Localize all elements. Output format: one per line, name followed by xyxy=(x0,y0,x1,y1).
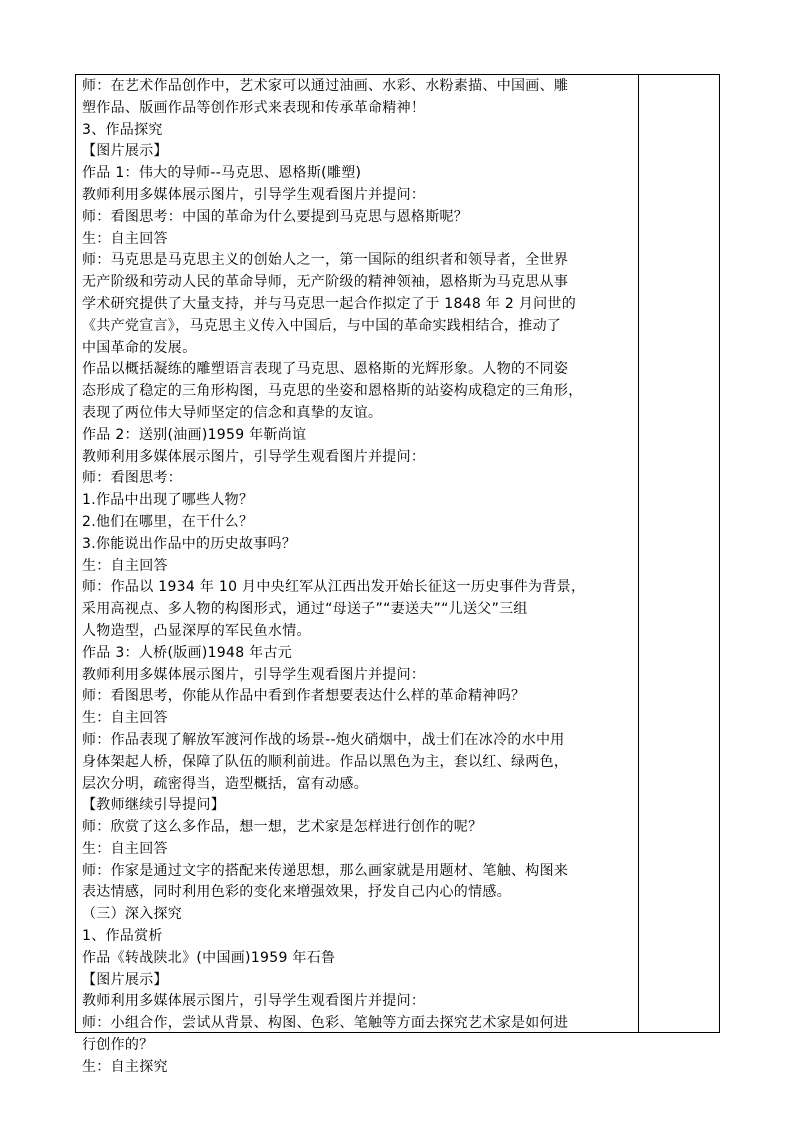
text-line: 态形成了稳定的三角形构图，马克思的坐姿和恩格斯的站姿构成稳定的三角形， xyxy=(82,383,583,400)
text-line: 身体架起人桥，保障了队伍的顺利前进。作品以黑色为主，套以红、绿两色， xyxy=(82,753,569,770)
text-line: 3.你能说出作品中的历史故事吗？ xyxy=(82,535,297,552)
text-line: 作品《转战陕北》(中国画)1959 年石鲁 xyxy=(82,949,336,966)
text-line: 塑作品、版画作品等创作形式来表现和传承革命精神！ xyxy=(82,99,426,116)
teaching-content-cell xyxy=(76,75,639,1075)
text-line: 师：作品以 1934 年 10 月中央红军从江西出发开始长征这一历史事件为背景， xyxy=(82,579,586,596)
text-line: 生：自主回答 xyxy=(82,230,168,247)
text-line: 师：小组合作，尝试从背景、构图、色彩、笔触等方面去探究艺术家是如何进 xyxy=(82,1015,569,1032)
text-line: 1、作品赏析 xyxy=(82,928,163,945)
text-line: 师：作品表现了解放军渡河作战的场景--炮火硝烟中，战士们在冰冷的水中用 xyxy=(82,731,565,748)
text-line: 师：马克思是马克思主义的创始人之一，第一国际的组织者和领导者，全世界 xyxy=(82,252,569,269)
text-line: 生：自主回答 xyxy=(82,840,168,857)
text-line: 1.作品中出现了哪些人物？ xyxy=(82,492,254,509)
text-line: 师：看图思考，你能从作品中看到作者想要表达什么样的革命精神吗？ xyxy=(82,688,526,705)
text-line: 行创作的？ xyxy=(82,1037,154,1054)
text-line: 师：看图思考：中国的革命为什么要提到马克思与恩格斯呢？ xyxy=(82,208,469,225)
text-line: 《共产党宣言》，马克思主义传入中国后，与中国的革命实践相结合，推动了 xyxy=(82,317,562,334)
text-line: 【教师继续引导提问】 xyxy=(82,797,225,814)
text-line: 教师利用多媒体展示图片，引导学生观看图片并提问： xyxy=(82,186,426,203)
text-line: 生：自主回答 xyxy=(82,557,168,574)
text-line: 作品以概括凝练的雕塑语言表现了马克思、恩格斯的光辉形象。人物的不同姿 xyxy=(82,361,569,378)
text-line: 教师利用多媒体展示图片，引导学生观看图片并提问： xyxy=(82,448,426,465)
text-line: 师：作家是通过文字的搭配来传递思想，那么画家就是用题材、笔触、构图来 xyxy=(82,862,569,879)
text-line: 师：在艺术作品创作中，艺术家可以通过油画、水彩、水粉素描、中国画、雕 xyxy=(82,78,569,94)
text-line: 表达情感，同时利用色彩的变化来增强效果，抒发自己内心的情感。 xyxy=(82,884,511,901)
text-line: 师：看图思考： xyxy=(82,470,183,487)
text-line: 教师利用多媒体展示图片，引导学生观看图片并提问： xyxy=(82,666,426,683)
lesson-table xyxy=(75,74,720,1075)
text-line: 作品 1：伟大的导师--马克思、恩格斯(雕塑) xyxy=(82,165,362,182)
text-line: 生：自主回答 xyxy=(82,710,168,727)
text-line: 【图片展示】 xyxy=(82,971,168,988)
text-line: 人物造型，凸显深厚的军民鱼水情。 xyxy=(82,622,311,639)
text-line: 层次分明，疏密得当，造型概括，富有动感。 xyxy=(82,775,368,792)
text-line: 3、作品探究 xyxy=(82,121,163,138)
text-line: 采用高视点、多人物的构图形式，通过“母送子”“妻送夫”“儿送父”三组 xyxy=(82,601,528,618)
text-line: 【图片展示】 xyxy=(82,143,168,160)
text-line: 作品 2：送别(油画)1959 年靳尚谊 xyxy=(82,426,307,443)
text-line: 作品 3：人桥(版画)1948 年古元 xyxy=(82,644,293,661)
text-line: 师：欣赏了这么多作品，想一想，艺术家是怎样进行创作的呢？ xyxy=(82,819,483,836)
text-line: 中国革命的发展。 xyxy=(82,339,197,356)
text-line: 学术研究提供了大量支持，并与马克思一起合作拟定了于 1848 年 2 月问世的 xyxy=(82,295,577,312)
text-line: 无产阶级和劳动人民的革命导师，无产阶级的精神领袖，恩格斯为马克思从事 xyxy=(82,274,569,291)
text-line: （三）深入探究 xyxy=(82,906,183,923)
text-line: 生：自主探究 xyxy=(82,1058,168,1075)
text-line: 教师利用多媒体展示图片，引导学生观看图片并提问： xyxy=(82,993,426,1010)
notes-cell xyxy=(639,75,719,1032)
text-line: 表现了两位伟大导师坚定的信念和真挚的友谊。 xyxy=(82,404,383,421)
text-line: 2.他们在哪里，在干什么？ xyxy=(82,513,254,530)
